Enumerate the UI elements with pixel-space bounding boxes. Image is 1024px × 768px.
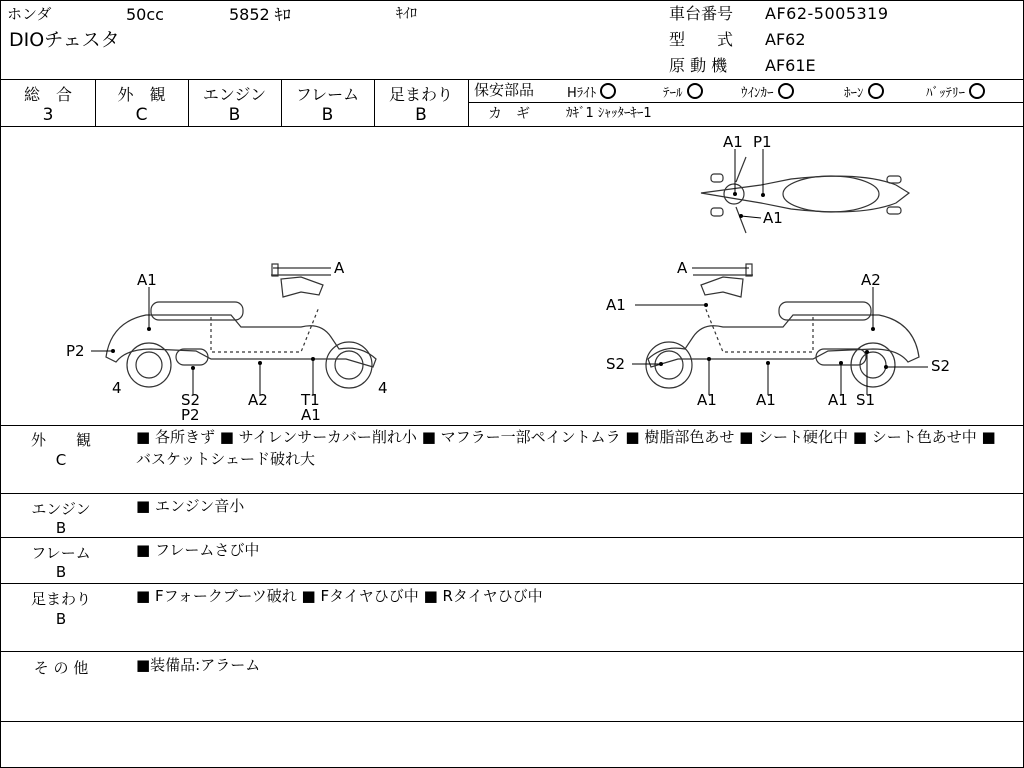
grade-frame-label: フレーム (295, 85, 360, 104)
key-label: カ ギ (488, 106, 530, 122)
diagram-label: S1 (856, 391, 876, 409)
type-label: 型 式 (669, 30, 734, 49)
frame-no: AF62-5005319 (765, 4, 889, 23)
grade-suspension-value: B (415, 105, 427, 125)
grade-exterior-label: 外 観 (117, 85, 166, 104)
diagram-label: A1 (606, 296, 626, 314)
diagram-label: A (334, 259, 345, 277)
model-name: DIOチェスタ (9, 29, 120, 51)
remark-engine-text: ■ エンジン音小 (136, 497, 245, 515)
safety-item-winker: ｳｲﾝｶｰ (741, 83, 794, 100)
remark-frame-grade: B (55, 563, 67, 581)
diagram-label: A2 (248, 391, 268, 409)
grade-engine-value: B (228, 105, 241, 125)
diagram-label: P2 (66, 342, 85, 360)
diagram-label: A2 (861, 271, 881, 289)
ok-circle-icon (868, 83, 884, 99)
diagram-label: A (677, 259, 688, 277)
ok-circle-icon (600, 83, 616, 99)
maker: ホンダ (7, 5, 52, 23)
remark-exterior-text: ■ 各所きず ■ サイレンサーカバー削れ小 ■ マフラー一部ペイントムラ ■ 樹脂部色あせ ■ シート硬化中 ■ シート色あせ中 ■ バスケットシェード破れ大 (136, 428, 996, 468)
grade-exterior-value: C (135, 105, 148, 125)
ok-circle-icon (969, 83, 985, 99)
diagram-label: 4 (112, 379, 122, 397)
damage-diagram (1, 127, 1023, 425)
mileage: 5852 ｷﾛ (229, 5, 291, 24)
remark-other-text: ■装備品:アラーム (136, 656, 261, 674)
remark-other-label: そ の 他 (33, 659, 89, 677)
remark-exterior-grade: C (55, 451, 67, 469)
remark-exterior-label: 外 観 (30, 431, 91, 449)
grade-frame-value: B (321, 105, 334, 125)
grade-suspension-label: 足まわり (388, 85, 453, 104)
diagram-label: A1 (301, 406, 321, 424)
diagram-label: S2 (931, 357, 951, 375)
ok-circle-icon (687, 83, 703, 99)
safety-item-battery: ﾊﾞｯﾃﾘｰ (926, 83, 985, 100)
engine-label: 原 動 機 (669, 56, 728, 75)
safety-label: 保安部品 (474, 81, 535, 99)
grade-engine-label: エンジン (202, 85, 267, 104)
diagram-label: S2 (606, 355, 626, 373)
grade-total-value: 3 (42, 105, 54, 125)
remark-suspension-label: 足まわり (30, 590, 91, 608)
diagram-label: 4 (378, 379, 388, 397)
leader-lines (91, 149, 928, 395)
diagram-label: A1 (756, 391, 776, 409)
divider (468, 102, 1023, 103)
grade-total-label: 総 合 (23, 85, 72, 104)
diagram-label: A1 (723, 133, 743, 151)
remark-engine-grade: B (55, 519, 67, 537)
type-value: AF62 (765, 30, 806, 49)
divider (1, 79, 1023, 80)
safety-item-taillight: ﾃｰﾙ (663, 83, 703, 100)
safety-item-headlight: Hﾗｲﾄ (567, 83, 616, 100)
diagram-label: T1 (301, 391, 320, 409)
diagram-label: A1 (828, 391, 848, 409)
key-note: ｷｲﾛ (396, 6, 417, 22)
displacement: 50cc (126, 5, 164, 24)
diagram-label: P2 (181, 406, 200, 424)
safety-item-horn: ﾎｰﾝ (844, 83, 884, 100)
frame-no-label: 車台番号 (669, 4, 734, 23)
scooter-top-view (701, 157, 909, 233)
remark-frame-label: フレーム (31, 544, 91, 562)
key-value: ｶｷﾞ1 ｼｬｯﾀｰｷｰ1 (566, 106, 652, 121)
diagram-label: P1 (753, 133, 772, 151)
engine-value: AF61E (765, 56, 816, 75)
diagram-label: A1 (137, 271, 157, 289)
remark-engine-label: エンジン (31, 500, 91, 518)
ok-circle-icon (778, 83, 794, 99)
diagram-label: A1 (697, 391, 717, 409)
remark-suspension-grade: B (55, 610, 67, 628)
remark-frame-text: ■ フレームさび中 (136, 541, 260, 559)
remark-suspension-text: ■ Fフォークブーツ破れ ■ Fタイヤひび中 ■ Rタイヤひび中 (136, 587, 543, 605)
diagram-label: A1 (763, 209, 783, 227)
diagram-label: S2 (181, 391, 201, 409)
